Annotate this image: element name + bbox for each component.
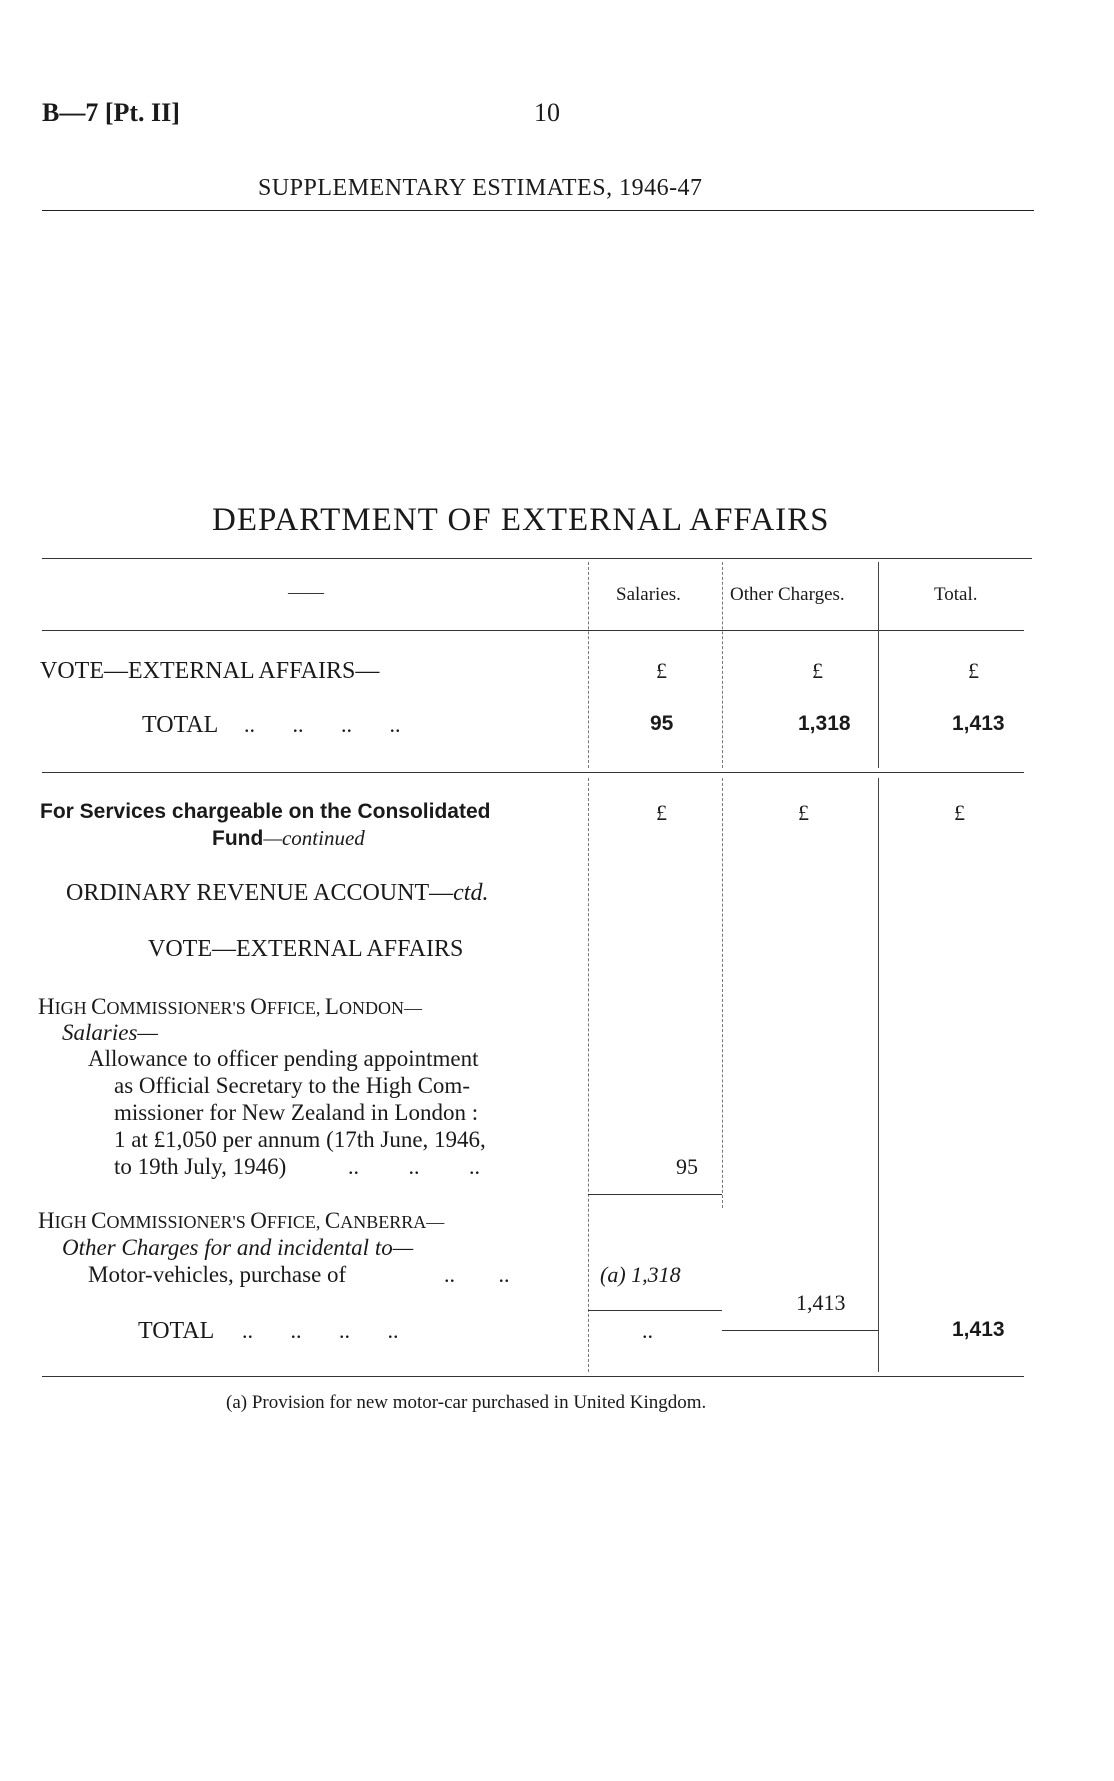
summary-total-label: TOTAL	[142, 712, 219, 738]
col-rule-2b	[722, 778, 723, 1208]
col-rule-3a	[878, 562, 879, 768]
canberra-sub: Other Charges for and incidental to—	[62, 1235, 414, 1260]
london-line-3: missioner for New Zealand in London :	[114, 1100, 479, 1125]
canberra-subtotal-rule	[588, 1310, 722, 1311]
summary-salaries: 95	[650, 712, 674, 735]
detail-total: 1,413	[952, 1318, 1005, 1341]
summary-other-charges: 1,318	[798, 712, 851, 735]
col-header-other-charges: Other Charges.	[730, 584, 845, 605]
summary-bottom-rule	[42, 772, 1024, 773]
canberra-heading: HIGH COMMISSIONER'S OFFICE, CANBERRA—	[38, 1208, 445, 1233]
table-top-rule	[42, 558, 1032, 559]
detail-currency-total: £	[954, 800, 965, 825]
detail-heading: For Services chargeable on the Consolidated	[40, 800, 491, 823]
department-title: DEPARTMENT OF EXTERNAL AFFAIRS	[212, 502, 830, 538]
canberra-item: Motor-vehicles, purchase of	[88, 1262, 347, 1287]
detail-total-label: TOTAL	[138, 1318, 215, 1344]
col-header-total: Total.	[934, 584, 978, 605]
page-number: 10	[534, 98, 560, 127]
london-sub: Salaries—	[62, 1020, 158, 1045]
summary-total: 1,413	[952, 712, 1005, 735]
detail-total-leaders: .. .. .. ..	[242, 1318, 399, 1343]
london-line-2: as Official Secretary to the High Com-	[114, 1073, 470, 1098]
col-rule-3b	[878, 778, 879, 1372]
london-leaders: .. .. ..	[348, 1154, 480, 1179]
col-rule-1b	[588, 778, 589, 1372]
summary-currency-other: £	[812, 658, 823, 683]
col-header-blank: ——	[288, 582, 324, 602]
column-header-rule	[42, 630, 1024, 631]
london-salaries: 95	[676, 1154, 698, 1179]
header-rule	[42, 210, 1034, 211]
vote-heading: VOTE—EXTERNAL AFFAIRS	[148, 936, 464, 962]
table-bottom-rule	[42, 1376, 1024, 1377]
detail-total-salaries: ..	[642, 1318, 653, 1343]
detail-currency-salaries: £	[656, 800, 667, 825]
summary-leaders: .. .. .. ..	[244, 712, 401, 737]
col-header-salaries: Salaries.	[616, 584, 681, 605]
london-heading: HIGH COMMISSIONER'S OFFICE, LONDON—	[38, 994, 422, 1019]
footnote: (a) Provision for new motor-car purchased in United Kingdom.	[226, 1392, 707, 1413]
other-charges-total-rule	[722, 1330, 878, 1331]
summary-currency-salaries: £	[656, 658, 667, 683]
london-line-5: to 19th July, 1946)	[114, 1154, 287, 1179]
canberra-amount: (a) 1,318	[600, 1262, 681, 1287]
detail-currency-other: £	[798, 800, 809, 825]
header-ref: B—7 [Pt. II]	[42, 98, 180, 127]
col-rule-1a	[588, 562, 589, 768]
col-rule-2a	[722, 562, 723, 768]
canberra-leaders: .. ..	[444, 1262, 510, 1287]
london-line-4: 1 at £1,050 per annum (17th June, 1946,	[114, 1127, 486, 1152]
london-line-1: Allowance to officer pending appointment	[88, 1046, 479, 1071]
running-title: SUPPLEMENTARY ESTIMATES, 1946-47	[258, 175, 703, 201]
summary-vote-label: VOTE—EXTERNAL AFFAIRS—	[40, 658, 380, 684]
london-subtotal-rule	[588, 1194, 722, 1195]
summary-currency-total: £	[968, 658, 979, 683]
canberra-other-charges: 1,413	[796, 1290, 846, 1315]
detail-heading-line2: Fund—continued	[212, 826, 365, 850]
account-heading: ORDINARY REVENUE ACCOUNT—ctd.	[66, 880, 489, 906]
